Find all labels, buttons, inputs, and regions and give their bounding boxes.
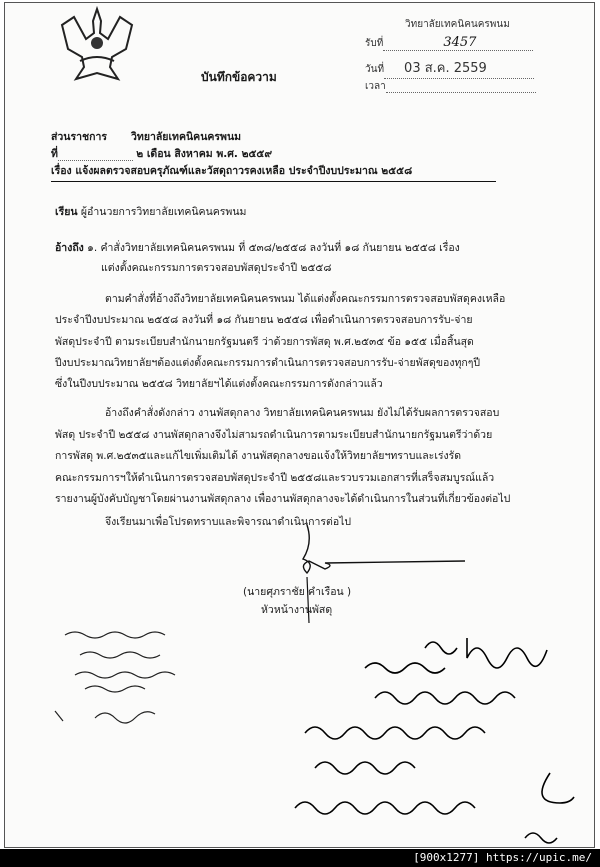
closing-text: จึงเรียนมาเพื่อโปรดทราบและพิจารณาดำเนินการต่อไป [105,516,352,528]
stamp-org: วิทยาลัยเทคนิคนครพนม [405,19,510,30]
para1-line: ปีงบประมาณวิทยาลัยฯต้องแต่งตั้งคณะกรรมการดำเนินการตรวจสอบการรับ-จ่ายพัสดุของทุกๆปี [55,357,481,369]
para1-line: ซึ่งในปีงบประมาณ ๒๕๕๘ วิทยาลัยฯได้แต่งตั้งคณะกรรมการดังกล่าวแล้ว [55,378,383,390]
para2-line: คณะกรรมการฯให้ดำเนินการตรวจสอบพัสดุประจำปี ๒๕๕๘และรวบรวมเอกสารที่เสร็จสมบูรณ์แล้ว [55,472,495,484]
subject-value: แจ้งผลตรวจสอบครุภัณฑ์และวัสดุถาวรคงเหลือ ประจำปีงบประมาณ ๒๕๕๘ [75,165,413,177]
para2-line: รายงานผู้บังคับบัญชาโดยผ่านงานพัสดุกลาง เพื่องานพัสดุกลางจะได้ดำเนินการในส่วนที่เกี่ยวข้องต่อไป [55,493,511,505]
dept-value: วิทยาลัยเทคนิคนครพนม [131,131,242,143]
stamp-date-label: วันที่ [365,64,385,75]
stamp-time-label: เวลา [365,81,386,92]
image-host-footer: [900x1277] https://upic.me/ [0,849,600,867]
memo-page [4,2,595,848]
para1-line: พัสดุประจำปี ตามระเบียบสำนักนายกรัฐมนตรี ว่าด้วยการพัสดุ พ.ศ.๒๕๓๕ ข้อ ๑๕๕ เมื่อสิ้นสุด [55,336,474,348]
signer-title: หัวหน้างานพัสดุ [261,604,333,616]
handwritten-notes-icon [35,623,595,848]
para2-line: อ้างถึงคำสั่งดังกล่าว งานพัสดุกลาง วิทยาลัยเทคนิคนครพนม ยังไม่ได้รับผลการตรวจสอบ [105,407,500,419]
dept-label: ส่วนราชการ [51,131,108,143]
para1-line: ตามคำสั่งที่อ้างถึงวิทยาลัยเทคนิคนครพนม ได้แต่งตั้งคณะกรรมการตรวจสอบพัสดุคงเหลือ [105,293,506,305]
doc-date: ๒ เดือน สิงหาคม พ.ศ. ๒๕๕๙ [136,148,273,160]
ref-line-2: แต่งตั้งคณะกรรมการตรวจสอบพัสดุประจำปี ๒๕๕๘ [101,262,332,274]
para2-line: การพัสดุ พ.ศ.๒๕๓๕และแก้ไขเพิ่มเติมได้ งานพัสดุกลางขอแจ้งให้วิทยาลัยฯทราบและเร่งรัด [55,450,462,462]
para1-line: ประจำปีงบประมาณ ๒๕๕๘ ลงวันที่ ๑๘ กันยายน ๒๕๕๘ เพื่อดำเนินการตรวจสอบการรับ-จ่าย [55,314,473,326]
to-value: ผู้อำนวยการวิทยาลัยเทคนิคนครพนม [80,206,247,218]
memo-title: บันทึกข้อความ [201,70,277,84]
stamp-receive-number: 3457 [383,35,533,51]
garuda-emblem-icon [60,5,135,85]
signer-name: (นายศุภราชัย คำเรือน ) [243,586,352,598]
doc-no-label: ที่ [51,148,58,160]
ref-label: อ้างถึง [55,242,84,254]
subject-label: เรื่อง [51,165,72,177]
ref-line-1: ๑. คำสั่งวิทยาลัยเทคนิคนครพนม ที่ ๕๓๘/๒๕๕๘ ลงวันที่ ๑๘ กันยายน ๒๕๕๘ เรื่อง [87,242,460,254]
para2-line: พัสดุ ประจำปี ๒๕๕๘ งานพัสดุกลางจึงไม่สามรถดำเนินการตามระเบียบสำนักนายกรัฐมนตรีว่าด้วย [55,429,493,441]
stamp-receive-label: รับที่ [365,38,384,49]
stamp-date: 03 ส.ค. 2559 [384,57,534,79]
to-label: เรียน [55,206,78,218]
